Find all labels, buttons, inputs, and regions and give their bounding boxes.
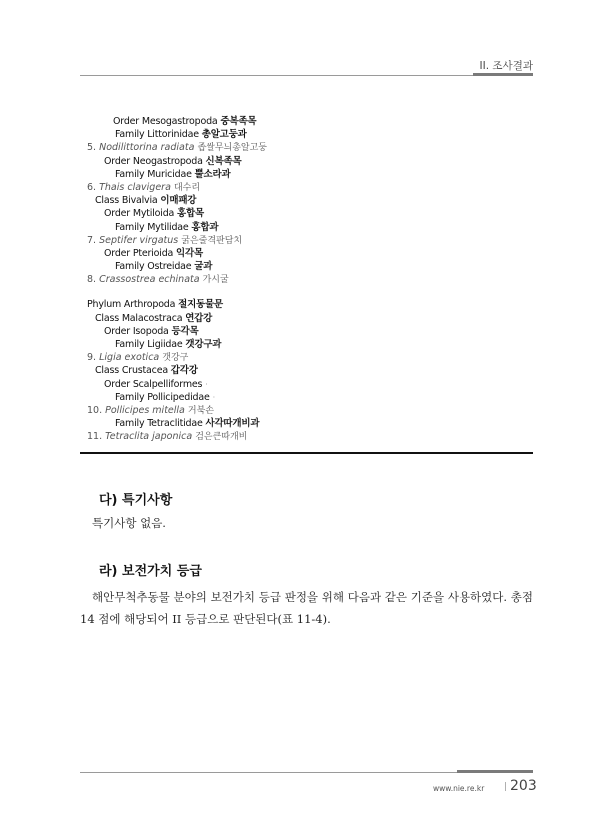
footer-accent-bar xyxy=(457,770,533,773)
taxon-korean-name: 갑각강 xyxy=(170,365,198,377)
taxa-gap xyxy=(87,286,533,298)
taxon-korean-name: 연갑강 xyxy=(185,312,213,324)
taxon-latin-name: Class Crustacea xyxy=(95,365,168,377)
taxon-latin-name: Family Littorinidae xyxy=(115,129,199,141)
species-korean-name: 좁쌀무늬총알고둥 xyxy=(197,143,268,154)
header-rule xyxy=(80,75,533,76)
taxon-rank xyxy=(87,247,533,260)
taxon-korean-name: 뿔소라과 xyxy=(194,168,231,180)
table-bottom-rule xyxy=(80,452,533,454)
species-number: 5. xyxy=(87,142,97,154)
special-notes-text: 특기사항 없음. xyxy=(92,516,166,530)
taxon-rank xyxy=(87,194,533,207)
taxon-korean-name: 이매패강 xyxy=(160,195,197,207)
taxon-korean-name: 총알고둥과 xyxy=(201,129,247,141)
taxon-latin-name: Order Pterioida xyxy=(104,247,174,259)
species-korean-name: 가시굴 xyxy=(202,275,229,286)
taxon-korean-name: 굴과 xyxy=(194,261,213,273)
taxon-latin-name: Class Malacostraca xyxy=(95,312,183,324)
taxon-korean-name: 절지동물문 xyxy=(178,299,223,311)
page-number: 203 xyxy=(510,778,537,794)
taxon-korean-name: 홍합과 xyxy=(191,221,219,233)
taxon-latin-name: Family Tetraclitidae xyxy=(115,418,203,430)
taxon-rank xyxy=(87,221,533,234)
taxon-rank xyxy=(87,115,533,128)
footer-url: www.nie.re.kr xyxy=(433,784,485,793)
taxon-latin-name: Phylum Arthropoda xyxy=(87,299,176,311)
species-entry xyxy=(87,181,533,194)
taxon-rank xyxy=(87,338,533,351)
taxonomy-list xyxy=(87,115,533,444)
section-heading-special-notes: 다) 특기사항 xyxy=(99,493,173,508)
species-entry xyxy=(87,141,533,154)
species-number: 10. xyxy=(87,404,103,416)
species-scientific-name: Nodilittorina radiata xyxy=(99,142,195,154)
taxon-latin-name: Family Pollicipedidae xyxy=(115,391,210,403)
species-scientific-name: Tetraclita japonica xyxy=(105,431,193,443)
taxon-mark: · xyxy=(205,379,208,389)
taxon-korean-name: 갯강구과 xyxy=(185,339,222,350)
taxon-latin-name: Family Ligiidae xyxy=(115,339,183,350)
species-entry xyxy=(87,404,533,417)
taxon-rank xyxy=(87,417,533,430)
taxon-rank xyxy=(87,364,533,377)
taxon-latin-name: Family Ostreidae xyxy=(115,261,192,273)
species-number: 7. xyxy=(87,234,97,246)
species-entry xyxy=(87,351,533,364)
taxon-rank xyxy=(87,207,533,220)
species-korean-name: 굵은줄격판담치 xyxy=(181,235,243,246)
taxon-korean-name: 등각목 xyxy=(171,325,199,337)
taxon-rank xyxy=(87,378,533,391)
species-scientific-name: Septifer virgatus xyxy=(99,234,179,246)
taxon-korean-name: 중복족목 xyxy=(220,116,257,127)
taxon-rank xyxy=(87,260,533,273)
taxon-latin-name: Order Mesogastropoda xyxy=(113,116,218,127)
taxon-rank xyxy=(87,298,533,311)
taxon-latin-name: Class Bivalvia xyxy=(95,195,158,207)
species-korean-name: 거북손 xyxy=(187,405,214,416)
taxon-latin-name: Order Isopoda xyxy=(104,325,169,337)
species-number: 9. xyxy=(87,352,97,364)
species-number: 8. xyxy=(87,274,97,286)
species-entry xyxy=(87,273,533,286)
header-accent-bar xyxy=(473,73,533,76)
taxon-rank xyxy=(87,312,533,325)
taxon-latin-name: Order Mytiloida xyxy=(104,208,175,220)
taxon-korean-name: 사각따개비과 xyxy=(205,418,260,430)
conservation-grade-text: 해안무척추동물 분야의 보전가치 등급 판정을 위해 다음과 같은 기준을 사용하였다. 총점 14 점에 해당되어 II 등급으로 판단된다(표 11-4). xyxy=(80,590,533,626)
species-scientific-name: Pollicipes mitella xyxy=(105,404,185,416)
species-entry xyxy=(87,430,533,443)
taxon-rank xyxy=(87,155,533,168)
species-scientific-name: Ligia exotica xyxy=(99,352,160,364)
species-number: 11. xyxy=(87,431,103,443)
taxon-latin-name: Family Muricidae xyxy=(115,168,192,180)
taxon-rank xyxy=(87,391,533,404)
taxon-latin-name: Order Neogastropoda xyxy=(104,155,203,167)
taxon-rank xyxy=(87,325,533,338)
species-entry xyxy=(87,234,533,247)
species-korean-name: 대수리 xyxy=(173,182,201,193)
footer-separator: | xyxy=(504,782,508,792)
taxon-latin-name: Order Scalpelliformes xyxy=(104,378,203,390)
taxon-rank xyxy=(87,168,533,181)
section-heading-conservation-grade: 라) 보전가치 등급 xyxy=(99,564,202,579)
species-scientific-name: Thais clavigera xyxy=(99,181,171,193)
taxon-korean-name: 홍합목 xyxy=(176,208,204,220)
running-header: II. 조사결과 xyxy=(479,60,533,72)
species-korean-name: 갯강구 xyxy=(162,353,189,364)
taxon-korean-name: 신복족목 xyxy=(205,155,242,167)
species-scientific-name: Crassostrea echinata xyxy=(99,274,200,286)
taxon-rank xyxy=(87,128,533,141)
species-korean-name: 검은큰따개비 xyxy=(195,432,248,443)
species-number: 6. xyxy=(87,181,97,193)
taxon-latin-name: Family Mytilidae xyxy=(115,221,189,233)
taxon-korean-name: 익각목 xyxy=(176,247,203,259)
taxon-mark: · xyxy=(212,392,215,402)
